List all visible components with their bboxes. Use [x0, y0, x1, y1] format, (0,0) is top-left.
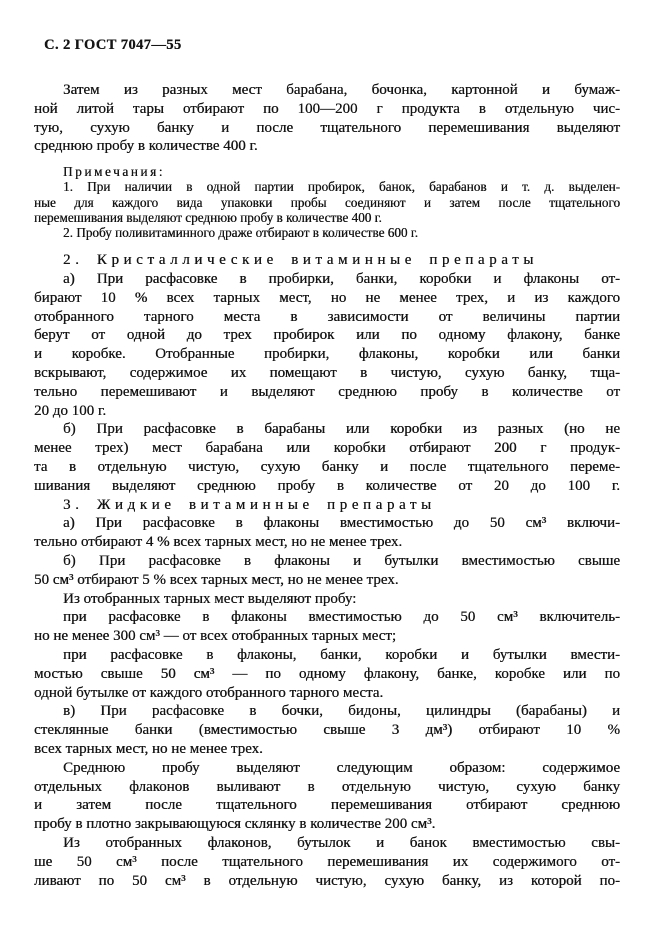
main-text: [34, 251, 620, 890]
section-heading: [34, 496, 620, 515]
body-paragraph: [34, 514, 620, 552]
page-header: С. 2 ГОСТ 7047—55: [44, 37, 182, 53]
body-paragraph: [34, 590, 620, 609]
heading-line: 3. Жидкие витаминные препараты: [63, 496, 436, 513]
note-item: [34, 225, 620, 240]
text-line: ливают по 50 см³ в отдельную чистую, сухую банку, из которой по-: [34, 872, 620, 889]
notes-heading: Примечания:: [63, 164, 165, 180]
body-paragraph: [34, 759, 620, 834]
text-line: а) При расфасовке в флаконы вместимостью до 50 см³ включи-: [63, 515, 620, 532]
text-line: берут от одной до трех пробирок или по одному флакону, банке: [34, 327, 620, 344]
body-paragraph: [34, 834, 620, 890]
text-line: пробу в плотно закрывающуюся склянку в количестве 200 см³.: [34, 816, 436, 833]
intro-line: Затем из разных мест барабана, бочонка, картонной и бумаж-: [63, 82, 620, 98]
text-line: при расфасовке в флаконы вместимостью до 50 см³ включитель-: [63, 609, 620, 626]
section-heading: [34, 251, 620, 270]
text-line: одной бутылке от каждого отобранного тарного места.: [34, 684, 384, 701]
note-line: 1. При наличии в одной партии пробирок, банок, барабанов и т. д. выделен-: [63, 179, 620, 195]
body-paragraph: [34, 646, 620, 702]
text-line: всех тарных мест, но не менее трех.: [34, 740, 263, 757]
text-line: Из отобранных тарных мест выделяют пробу:: [63, 590, 357, 607]
text-line: и затем после тщательного перемешивания отбирают среднюю: [34, 797, 620, 814]
body-paragraph: [34, 270, 620, 420]
text-line: Из отобранных флаконов, бутылок и банок вместимостью свы-: [63, 834, 620, 851]
text-line: 20 до 100 г.: [34, 402, 107, 419]
text-line: ше 50 см³ после тщательного перемешивания их содержимого от-: [34, 853, 620, 870]
text-line: тельно перемешивают и выделяют среднюю пробу в количестве от: [34, 383, 620, 400]
text-line: а) При расфасовке в пробирки, банки, коробки и флаконы от-: [63, 271, 620, 287]
text-line: менее трех) мест барабана или коробки отбирают 200 г продук-: [34, 440, 620, 457]
text-line: и коробке. Отобранные пробирки, флаконы, коробки или банки: [34, 346, 620, 363]
text-line: отобранного тарного места в зависимости от величины партии: [34, 308, 620, 325]
text-line: при расфасовке в флаконы, банки, коробки и бутылки вмести-: [63, 646, 620, 663]
note-line: 2. Пробу поливитаминного драже отбирают в количестве 600 г.: [63, 225, 418, 240]
body-paragraph: [34, 702, 620, 758]
heading-line: 2. Кристаллические витаминные препараты: [63, 252, 538, 269]
notes-section: [34, 164, 620, 240]
intro-line: тую, сухую банку и после тщательного перемешивания выделяют: [34, 119, 620, 136]
body-paragraph: [34, 420, 620, 495]
note-line: перемешивания выделяют среднюю пробу в количестве 400 г.: [34, 209, 382, 225]
text-line: тельно отбирают 4 % всех тарных мест, но не менее трех.: [34, 534, 403, 551]
text-line: в) При расфасовке в бочки, бидоны, цилиндры (барабаны) и: [63, 703, 620, 720]
text-line: вскрывают, содержимое их помещают в чистую, сухую банку, тща-: [34, 364, 620, 381]
text-line: отдельных флаконов выливают в отдельную чистую, сухую банку: [34, 778, 620, 795]
text-line: но не менее 300 см³ — от всех отобранных тарных мест;: [34, 628, 396, 645]
text-line: Среднюю пробу выделяют следующим образом: содержимое: [63, 759, 620, 776]
body-paragraph: [34, 552, 620, 590]
text-line: б) При расфасовке в барабаны или коробки из разных (но не: [63, 421, 620, 438]
text-line: та в отдельную чистую, сухую банку и после тщательного переме-: [34, 458, 620, 475]
note-line: ные для каждого вида упаковки пробы соединяют и затем после тщательного: [34, 194, 620, 210]
intro-line: ной литой тары отбирают по 100—200 г продукта в отдельную чис-: [34, 100, 620, 117]
text-line: шивания выделяют среднюю пробу в количестве от 20 до 100 г.: [34, 477, 620, 494]
note-item: [34, 179, 620, 225]
intro-line: среднюю пробу в количестве 400 г.: [34, 138, 258, 155]
text-line: 50 см³ отбирают 5 % всех тарных мест, но не менее трех.: [34, 571, 399, 588]
text-line: мостью свыше 50 см³ — по одному флакону, банке, коробке или по: [34, 665, 620, 682]
text-line: бирают 10 % всех тарных мест, но не менее трех, и из каждого: [34, 289, 620, 306]
body-paragraph: [34, 608, 620, 646]
text-line: б) При расфасовке в флаконы и бутылки вместимостью свыше: [63, 552, 620, 569]
intro-paragraph: [34, 81, 620, 156]
text-line: стеклянные банки (вместимостью свыше 3 дм³) отбирают 10 %: [34, 722, 620, 739]
